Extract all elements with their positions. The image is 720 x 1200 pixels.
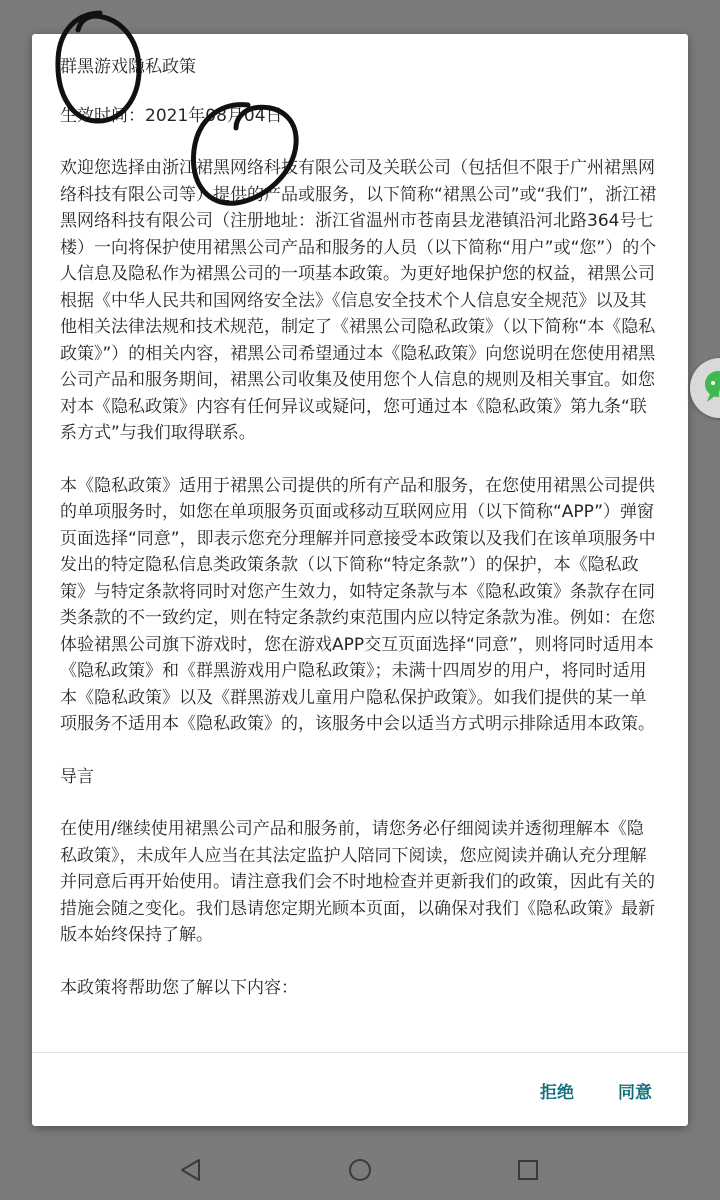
dialog-title: 群黑游戏隐私政策 — [60, 57, 196, 77]
back-triangle-icon[interactable] — [178, 1157, 204, 1183]
privacy-policy-dialog — [32, 34, 688, 1126]
recents-square-icon[interactable] — [515, 1157, 541, 1183]
wechat-icon — [690, 358, 720, 418]
system-navigation-bar — [0, 1140, 720, 1200]
dialog-divider — [32, 1052, 688, 1053]
agree-button[interactable]: 同意 — [618, 1078, 652, 1103]
section-heading: 导言 — [60, 766, 94, 787]
policy-paragraph: 欢迎您选择由浙江裙黑网络科技有限公司及关联公司（包括但不限于广州裙黑网络科技有限公司等）提供的产品或服务，以下简称“裙黑公司”或“我们”，浙江裙黑网络科技有限公司（注册地址：浙江省温州市苍南县龙港镇沿河北路364号七楼）一向将保护使用裙黑公司产品和服务的人员（以下简称“用户”或“您”）的个人信息及隐私作为裙黑公司的一项基本政策。为更好地保护您的权益，裙黑公司根据《中华人民共和国网络安全法》《信息安全技术个人信息安全规范》以及其他相关法律法规和技术规范，制定了《裙黑公司隐私政策》（以下简称“本《隐私政策》”）的相关内容，裙黑公司希望通过本《隐私政策》向您说明在您使用裙黑公司产品和服务期间，裙黑公司收集及使用您个人信息的规则及相关事宜。如您对本《隐私政策》内容有任何异议或疑问，您可通过本《隐私政策》第九条“联系方式”与我们取得联系。 — [60, 158, 657, 443]
effective-date: 生效时间：2021年08月04日 — [60, 105, 283, 126]
wechat-floating-button[interactable] — [690, 358, 720, 418]
home-circle-icon[interactable] — [347, 1157, 373, 1183]
policy-scroll-content[interactable] — [60, 54, 660, 1054]
reject-button[interactable]: 拒绝 — [540, 1078, 574, 1103]
policy-paragraph: 本政策将帮助您了解以下内容： — [60, 977, 298, 998]
dialog-actions — [540, 1078, 652, 1103]
policy-paragraph: 在使用/继续使用裙黑公司产品和服务前，请您务必仔细阅读并透彻理解本《隐私政策》，未成年人应当在其法定监护人陪同下阅读，您应阅读并确认充分理解并同意后再开始使用。请注意我们会不时地检查并更新我们的政策，因此有关的措施会随之变化。我们恳请您定期光顾本页面，以确保对我们《隐私政策》最新版本始终保持了解。 — [60, 819, 655, 945]
policy-paragraph: 本《隐私政策》适用于裙黑公司提供的所有产品和服务，在您使用裙黑公司提供的单项服务时，如您在单项服务页面或移动互联网应用（以下简称“APP”）弹窗页面选择“同意”，即表示您充分理解并同意接受本政策以及我们在该单项服务中发出的特定隐私信息类政策条款（以下简称“特定条款”）的保护，本《隐私政策》与特定条款将同时对您产生效力，如特定条款与本《隐私政策》条款存在同类条款的不一致约定，则在特定条款约束范围内应以特定条款为准。例如：在您体验裙黑公司旗下游戏时，您在游戏APP交互页面选择“同意”，则将同时适用本《隐私政策》和《群黑游戏用户隐私政策》；未满十四周岁的用户，将同时适用本《隐私政策》以及《群黑游戏儿童用户隐私保护政策》。如我们提供的某一单项服务不适用本《隐私政策》的，该服务中会以适当方式明示排除适用本政策。 — [60, 475, 656, 734]
